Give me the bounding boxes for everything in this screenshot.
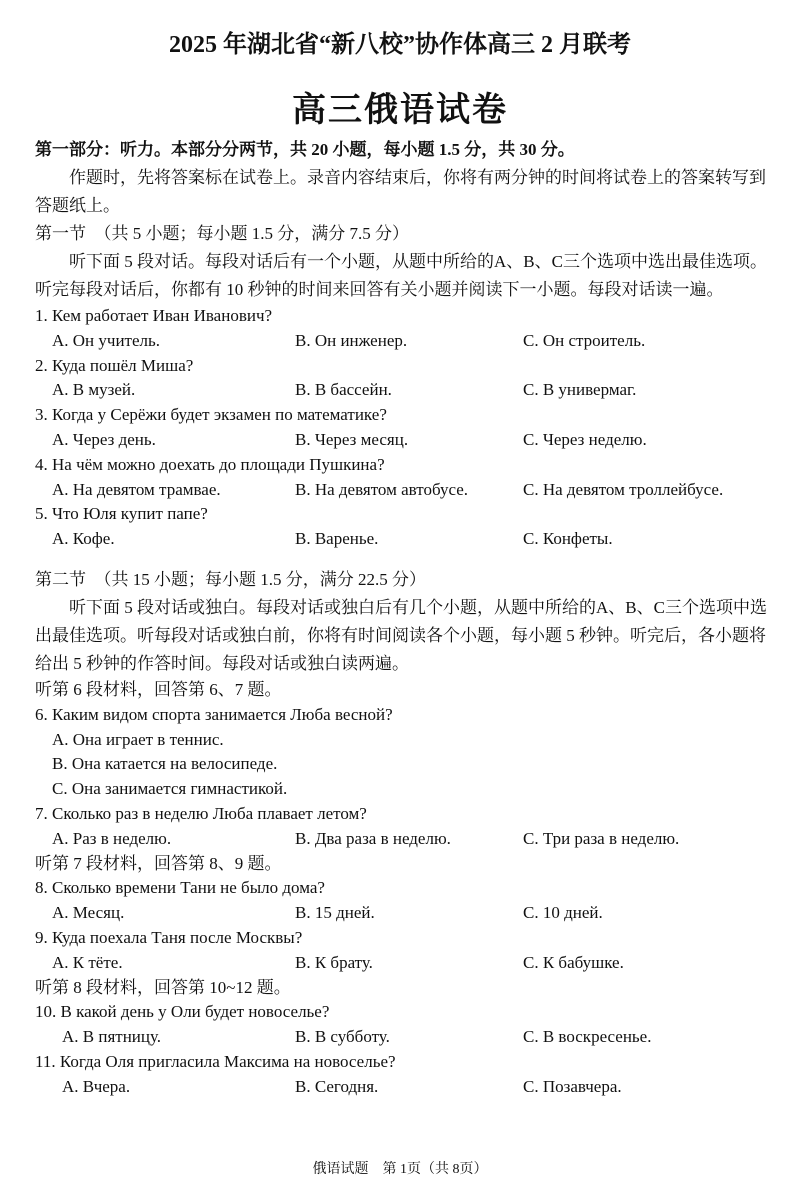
answer-option: A. В музей. [52,380,136,400]
answer-option: B. Сегодня. [295,1076,379,1096]
answer-option: B. В субботу. [295,1027,390,1047]
question [35,1000,767,1050]
option-row [35,527,767,552]
question-text: 3. Когда у Серёжи будет экзамен по математике? [35,405,387,425]
question [35,453,767,503]
answer-option: C. Конфеты. [523,529,613,549]
answer-option: C. К бабушке. [523,952,624,972]
question [35,304,767,354]
answer-option: C. Три раза в неделю. [523,828,680,848]
option-row [35,478,767,503]
question-text: 4. На чём можно доехать до площади Пушкина? [35,454,385,474]
part1-instructions: 作题时，先将答案标在试卷上。录音内容结束后，你将有两分钟的时间将试卷上的答案转写到答题纸上。 [35,168,766,215]
answer-option: B. В бассейн. [295,380,392,400]
question [35,703,767,802]
answer-option: A. К тёте. [52,952,123,972]
option-row [35,1075,767,1100]
question-text: 1. Кем работает Иван Иванович? [35,306,273,325]
answer-option: B. Он инженер. [295,330,408,350]
option-row [35,1025,767,1050]
listening-note: 听第 7 段材料，回答第 8、9 题。 [35,853,282,873]
question-text: 6. Каким видом спорта занимается Люба весной? [35,704,393,724]
question [35,802,767,852]
answer-option: A. Месяц. [52,903,125,923]
section1-questions [35,304,767,552]
answer-option: A. На девятом трамвае. [52,479,221,499]
option-row [35,827,767,852]
answer-option: C. Он строитель. [523,330,646,350]
answer-option: A. Она играет в теннис. [52,729,224,749]
option-row [35,428,767,453]
option-row [35,901,767,926]
answer-option: C. На девятом троллейбусе. [523,479,724,499]
question-text: 11. Когда Оля пригласила Максима на новоселье? [35,1051,396,1071]
question-text: 9. Куда поехала Таня после Москвы? [35,927,303,947]
section2-questions [35,678,767,1100]
answer-option: C. Она занимается гимнастикой. [52,779,288,799]
question [35,1050,767,1100]
answer-option: A. Вчера. [62,1076,131,1096]
listening-note: 听第 8 段材料，回答第 10~12 题。 [35,977,291,997]
question [35,354,767,404]
exam-subtitle: 高三俄语试卷 [292,92,508,129]
question [35,502,767,552]
option-row [35,777,767,802]
section1-heading: 第一节 （共 5 小题；每小题 1.5 分，满分 7.5 分） [35,224,409,243]
answer-option: A. Он учитель. [52,330,161,350]
question-text: 5. Что Юля купит папе? [35,504,208,524]
answer-option: B. Через месяц. [295,429,409,449]
part1-heading: 第一部分：听力。本部分分两节，共 20 小题，每小题 1.5 分，共 30 分。 [35,140,575,159]
answer-option: C. Позавчера. [523,1076,622,1096]
answer-option: B. Варенье. [295,529,379,549]
answer-option: A. Раз в неделю. [52,828,172,848]
answer-option: B. На девятом автобусе. [295,479,469,499]
option-row [35,329,767,354]
question-text: 7. Сколько раз в неделю Люба плавает летом? [35,803,367,823]
section1-instructions: 听下面 5 段对话。每段对话后有一个小题，从题中所给的A、B、C三个选项中选出最佳选项。听完每段对话后，你都有 10 秒钟的时间来回答有关小题并阅读下一小题。每段对话读一遍。 [35,252,767,299]
section2-instructions: 听下面 5 段对话或独白。每段对话或独白后有几个小题，从题中所给的A、B、C三个选项中选出最佳选项。听每段对话或独白前，你将有时间阅读各个小题，每小题 5 秒钟。听完后，各小题将给出 5 秒钟的作答时间。每段对话或独白读两遍。 [35,597,767,673]
question [35,926,767,976]
option-row [35,728,767,753]
question-text: 8. Сколько времени Тани не было дома? [35,878,325,898]
option-row [35,951,767,976]
page-footer: 俄语试题 第 1页（共 8页） [312,1162,488,1177]
answer-option: A. Через день. [52,429,156,449]
answer-option: B. Она катается на велосипеде. [52,754,278,774]
answer-option: A. Кофе. [52,529,115,549]
answer-option: C. 10 дней. [523,903,603,923]
answer-option: C. В универмаг. [523,380,637,400]
exam-body [35,136,767,1100]
question [35,403,767,453]
answer-option: C. В воскресенье. [523,1027,652,1047]
question [35,876,767,926]
section2-heading: 第二节 （共 15 小题；每小题 1.5 分，满分 22.5 分） [35,569,426,589]
listening-note: 听第 6 段材料，回答第 6、7 题。 [35,679,282,699]
option-row [35,378,767,403]
question-text: 2. Куда пошёл Миша? [35,355,194,375]
exam-title: 2025 年湖北省“新八校”协作体高三 2 月联考 [169,32,631,58]
answer-option: B. К брату. [295,952,373,972]
question-text: 10. В какой день у Оли будет новоселье? [35,1002,330,1022]
answer-option: C. Через неделю. [523,429,647,449]
answer-option: B. 15 дней. [295,903,375,923]
answer-option: B. Два раза в неделю. [295,828,451,848]
answer-option: A. В пятницу. [62,1027,162,1047]
option-row [35,752,767,777]
